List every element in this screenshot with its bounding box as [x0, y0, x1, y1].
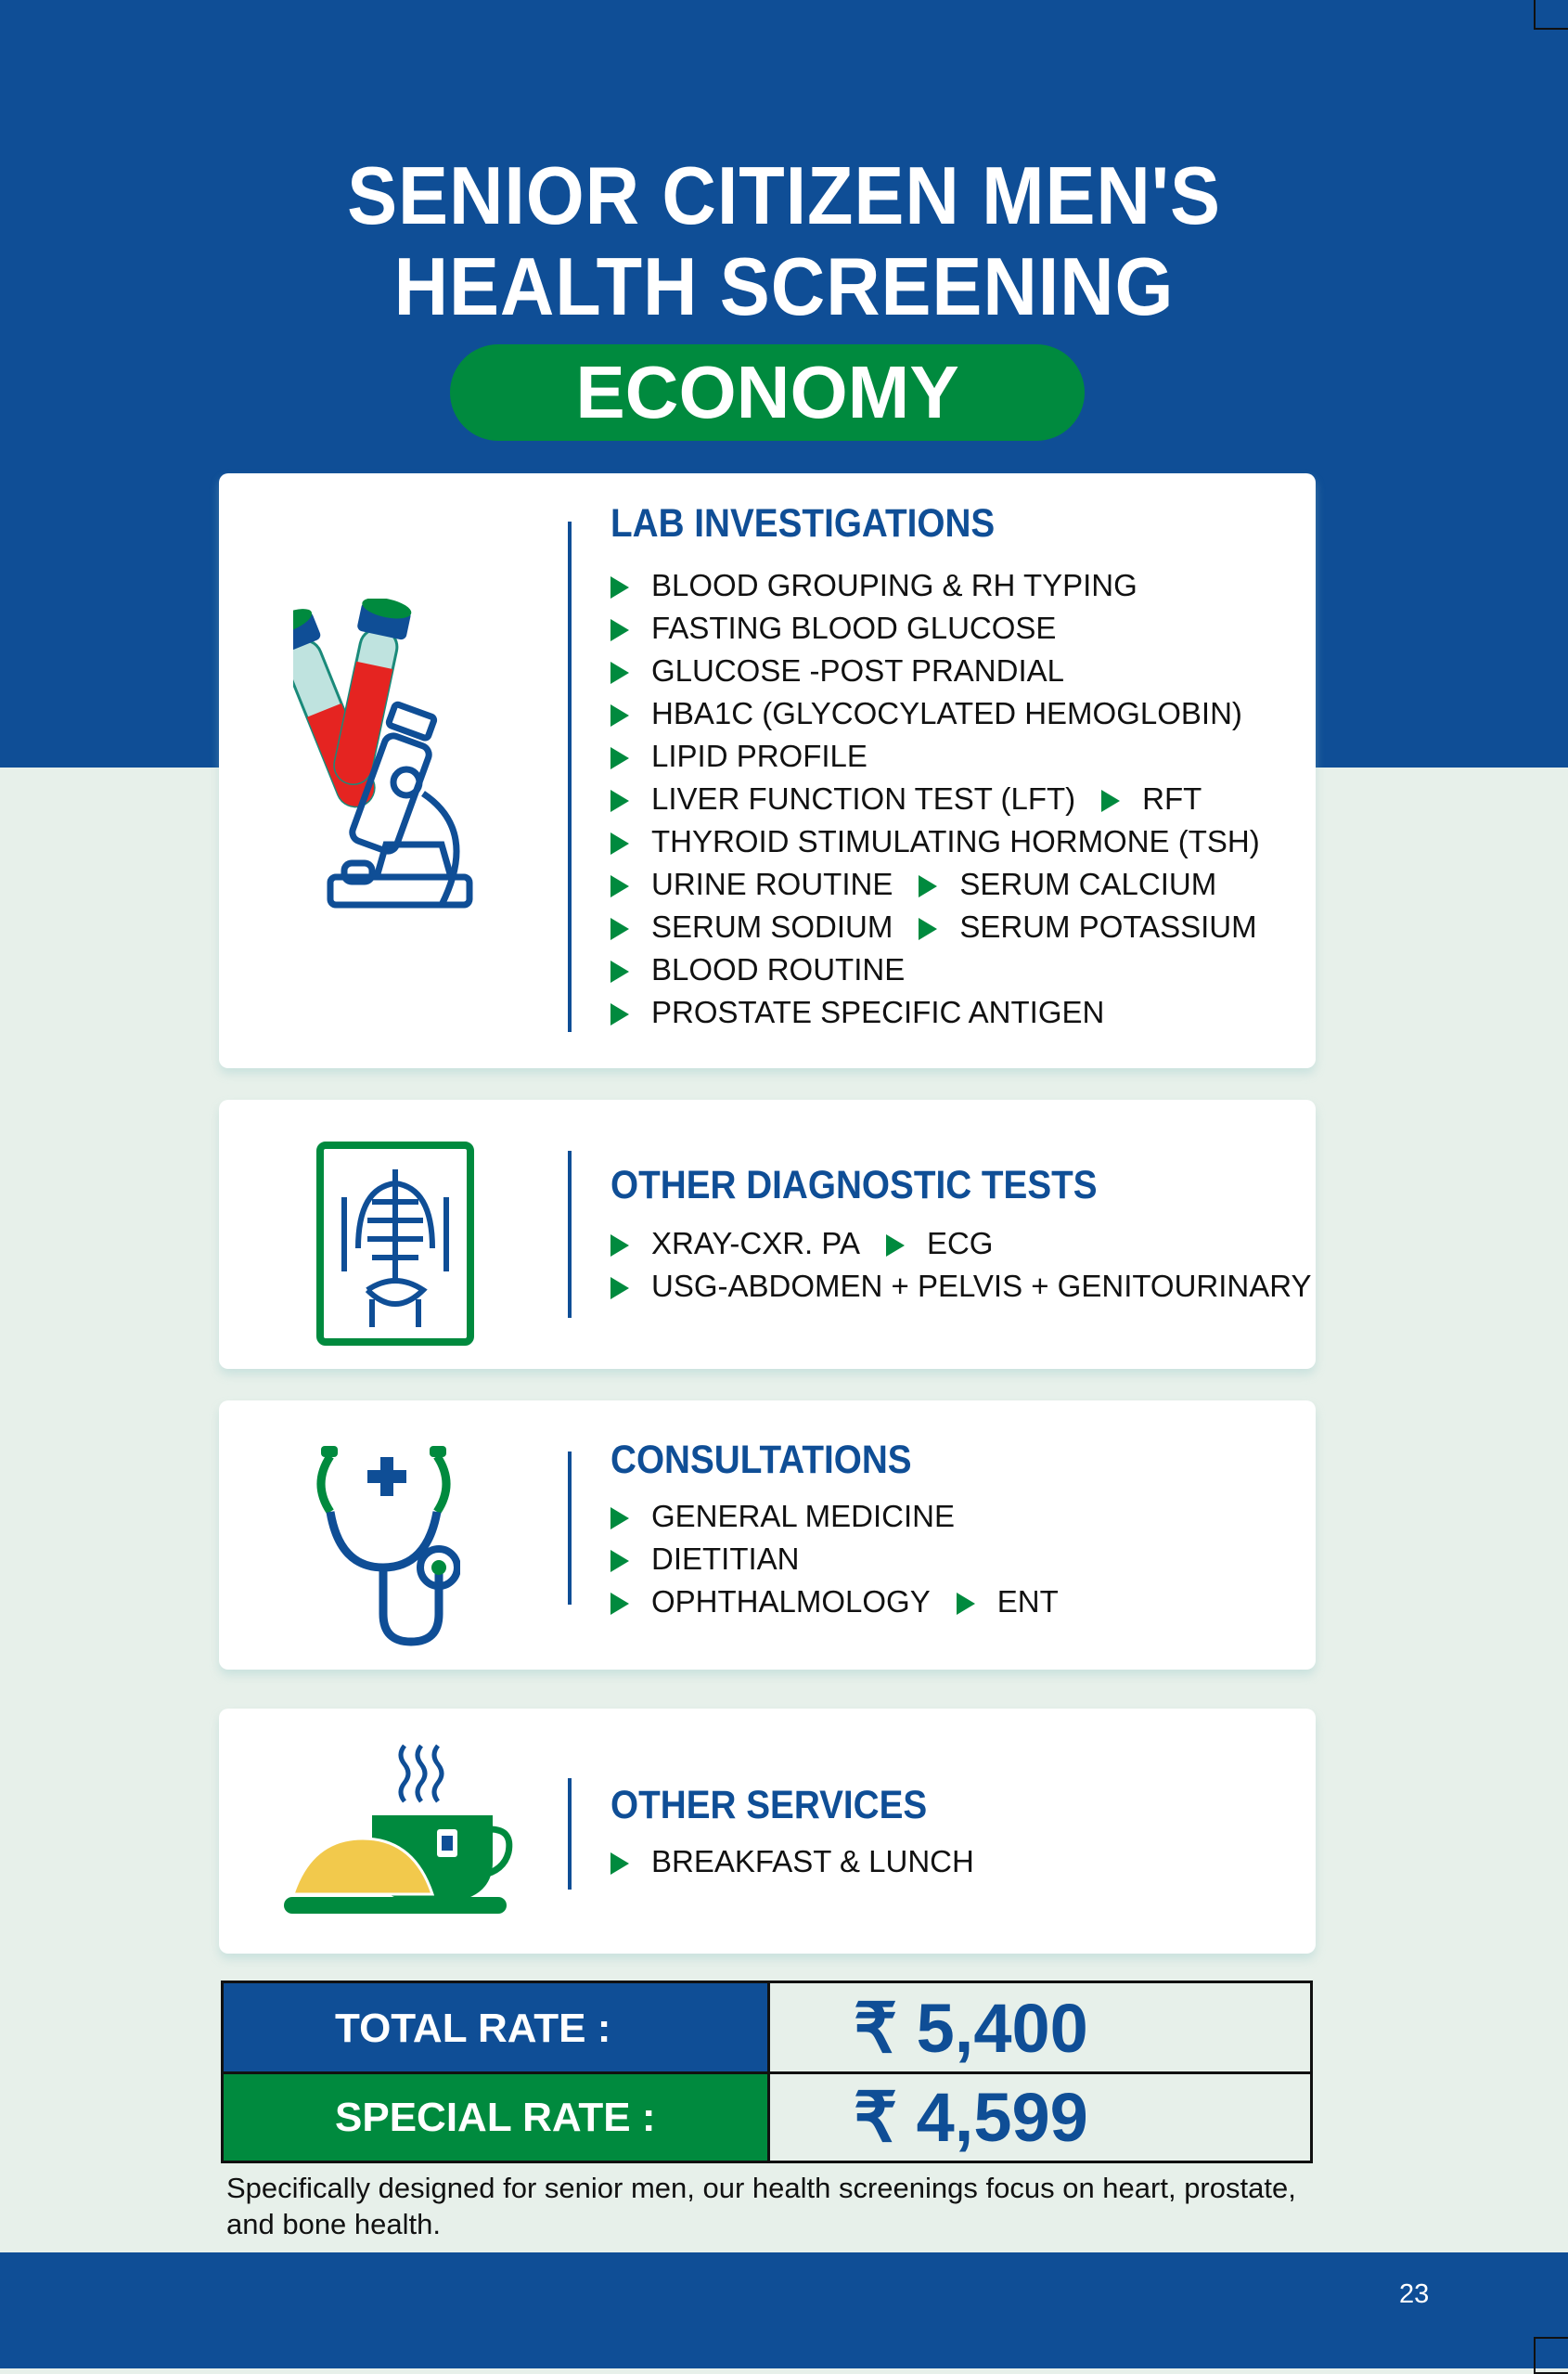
bullet-arrow-icon: [919, 918, 937, 940]
item-text: FASTING BLOOD GLUCOSE: [651, 611, 1057, 645]
package-badge: ECONOMY: [450, 344, 1085, 441]
breakfast-icon: [284, 1741, 516, 1922]
item-text: LIVER FUNCTION TEST (LFT): [651, 781, 1076, 816]
divider: [568, 1151, 572, 1318]
bullet-arrow-icon: [610, 1234, 629, 1257]
diagnostic-heading: OTHER DIAGNOSTIC TESTS: [610, 1163, 1098, 1207]
bullet-arrow-icon: [957, 1593, 975, 1615]
bullet-arrow-icon: [610, 875, 629, 897]
bullet-arrow-icon: [610, 1003, 629, 1026]
item-text: SERUM POTASSIUM: [959, 910, 1257, 944]
list-item: [610, 607, 1056, 650]
list-item: [610, 692, 1242, 735]
total-rate-label: TOTAL RATE :: [224, 1983, 767, 2074]
list-item: [610, 1840, 974, 1883]
bullet-arrow-icon: [610, 961, 629, 983]
item-text: SERUM CALCIUM: [959, 867, 1217, 901]
bullet-arrow-icon: [610, 790, 629, 812]
list-item: [610, 778, 1202, 820]
list-item: [610, 735, 868, 778]
divider: [568, 1451, 572, 1605]
item-text: USG-ABDOMEN + PELVIS + GENITOURINARY: [651, 1269, 1312, 1303]
bullet-arrow-icon: [886, 1234, 905, 1257]
lab-heading: LAB INVESTIGATIONS: [610, 501, 996, 546]
bullet-arrow-icon: [610, 1550, 629, 1572]
item-text: OPHTHALMOLOGY: [651, 1584, 931, 1619]
list-item: [610, 1222, 993, 1265]
item-text: URINE ROUTINE: [651, 867, 893, 901]
item-text: PROSTATE SPECIFIC ANTIGEN: [651, 995, 1105, 1029]
list-item: [610, 564, 1137, 607]
bullet-arrow-icon: [610, 918, 629, 940]
title-line-1: SENIOR CITIZEN MEN'S: [347, 149, 1221, 241]
item-text: HBA1C (GLYCOCYLATED HEMOGLOBIN): [651, 696, 1242, 730]
total-rate-value: ₹ 5,400: [767, 1983, 1310, 2074]
bullet-arrow-icon: [610, 576, 629, 599]
item-text: ECG: [926, 1226, 994, 1260]
bullet-arrow-icon: [610, 1852, 629, 1875]
list-item: [610, 948, 905, 991]
item-text: BLOOD ROUTINE: [651, 952, 906, 987]
bullet-arrow-icon: [610, 1593, 629, 1615]
item-text: RFT: [1142, 781, 1202, 816]
services-heading: OTHER SERVICES: [610, 1783, 928, 1827]
bullet-arrow-icon: [1101, 790, 1120, 812]
xray-skeleton-icon: [316, 1142, 474, 1346]
footer-band: [0, 2252, 1568, 2368]
crop-mark: [1534, 2337, 1568, 2374]
list-item: [610, 991, 1104, 1034]
bullet-arrow-icon: [610, 832, 629, 855]
title-line-2: HEALTH SCREENING: [393, 240, 1175, 332]
item-text: ENT: [996, 1584, 1059, 1619]
list-item: [610, 906, 1257, 948]
page-number: 23: [1399, 2279, 1430, 2309]
list-item: [610, 1495, 955, 1538]
microscope-test-tube-icon: [293, 599, 507, 933]
item-text: SERUM SODIUM: [651, 910, 893, 944]
list-item: [610, 1581, 1059, 1623]
diagnostic-tests-card: [219, 1100, 1316, 1369]
item-text: LIPID PROFILE: [651, 739, 868, 773]
list-item: [610, 1265, 1312, 1308]
bullet-arrow-icon: [919, 875, 937, 897]
item-text: THYROID STIMULATING HORMONE (TSH): [651, 824, 1260, 858]
divider: [568, 522, 572, 1032]
lab-investigations-card: [219, 473, 1316, 1068]
bullet-arrow-icon: [610, 619, 629, 641]
list-item: [610, 820, 1260, 863]
special-rate-value: ₹ 4,599: [767, 2074, 1310, 2161]
list-item: [610, 1538, 800, 1581]
bullet-arrow-icon: [610, 747, 629, 769]
crop-mark: [1534, 0, 1568, 30]
item-text: BREAKFAST & LUNCH: [651, 1844, 974, 1878]
bullet-arrow-icon: [610, 662, 629, 684]
rates-table: [221, 1980, 1313, 2163]
item-text: GENERAL MEDICINE: [651, 1499, 956, 1533]
stethoscope-icon: [312, 1433, 460, 1651]
consultations-heading: CONSULTATIONS: [610, 1438, 912, 1482]
special-rate-label: SPECIAL RATE :: [224, 2074, 767, 2161]
bullet-arrow-icon: [610, 704, 629, 727]
item-text: GLUCOSE -POST PRANDIAL: [651, 653, 1065, 688]
footnote: Specifically designed for senior men, our health screenings focus on heart, prostate, and bone health.: [226, 2172, 1296, 2240]
other-services-card: [219, 1709, 1316, 1954]
divider: [568, 1778, 572, 1890]
consultations-card: [219, 1400, 1316, 1670]
list-item: [610, 863, 1216, 906]
item-text: BLOOD GROUPING & RH TYPING: [651, 568, 1137, 602]
item-text: XRAY-CXR. PA: [651, 1226, 860, 1260]
list-item: [610, 650, 1064, 692]
item-text: DIETITIAN: [651, 1542, 800, 1576]
bullet-arrow-icon: [610, 1507, 629, 1529]
bullet-arrow-icon: [610, 1277, 629, 1299]
